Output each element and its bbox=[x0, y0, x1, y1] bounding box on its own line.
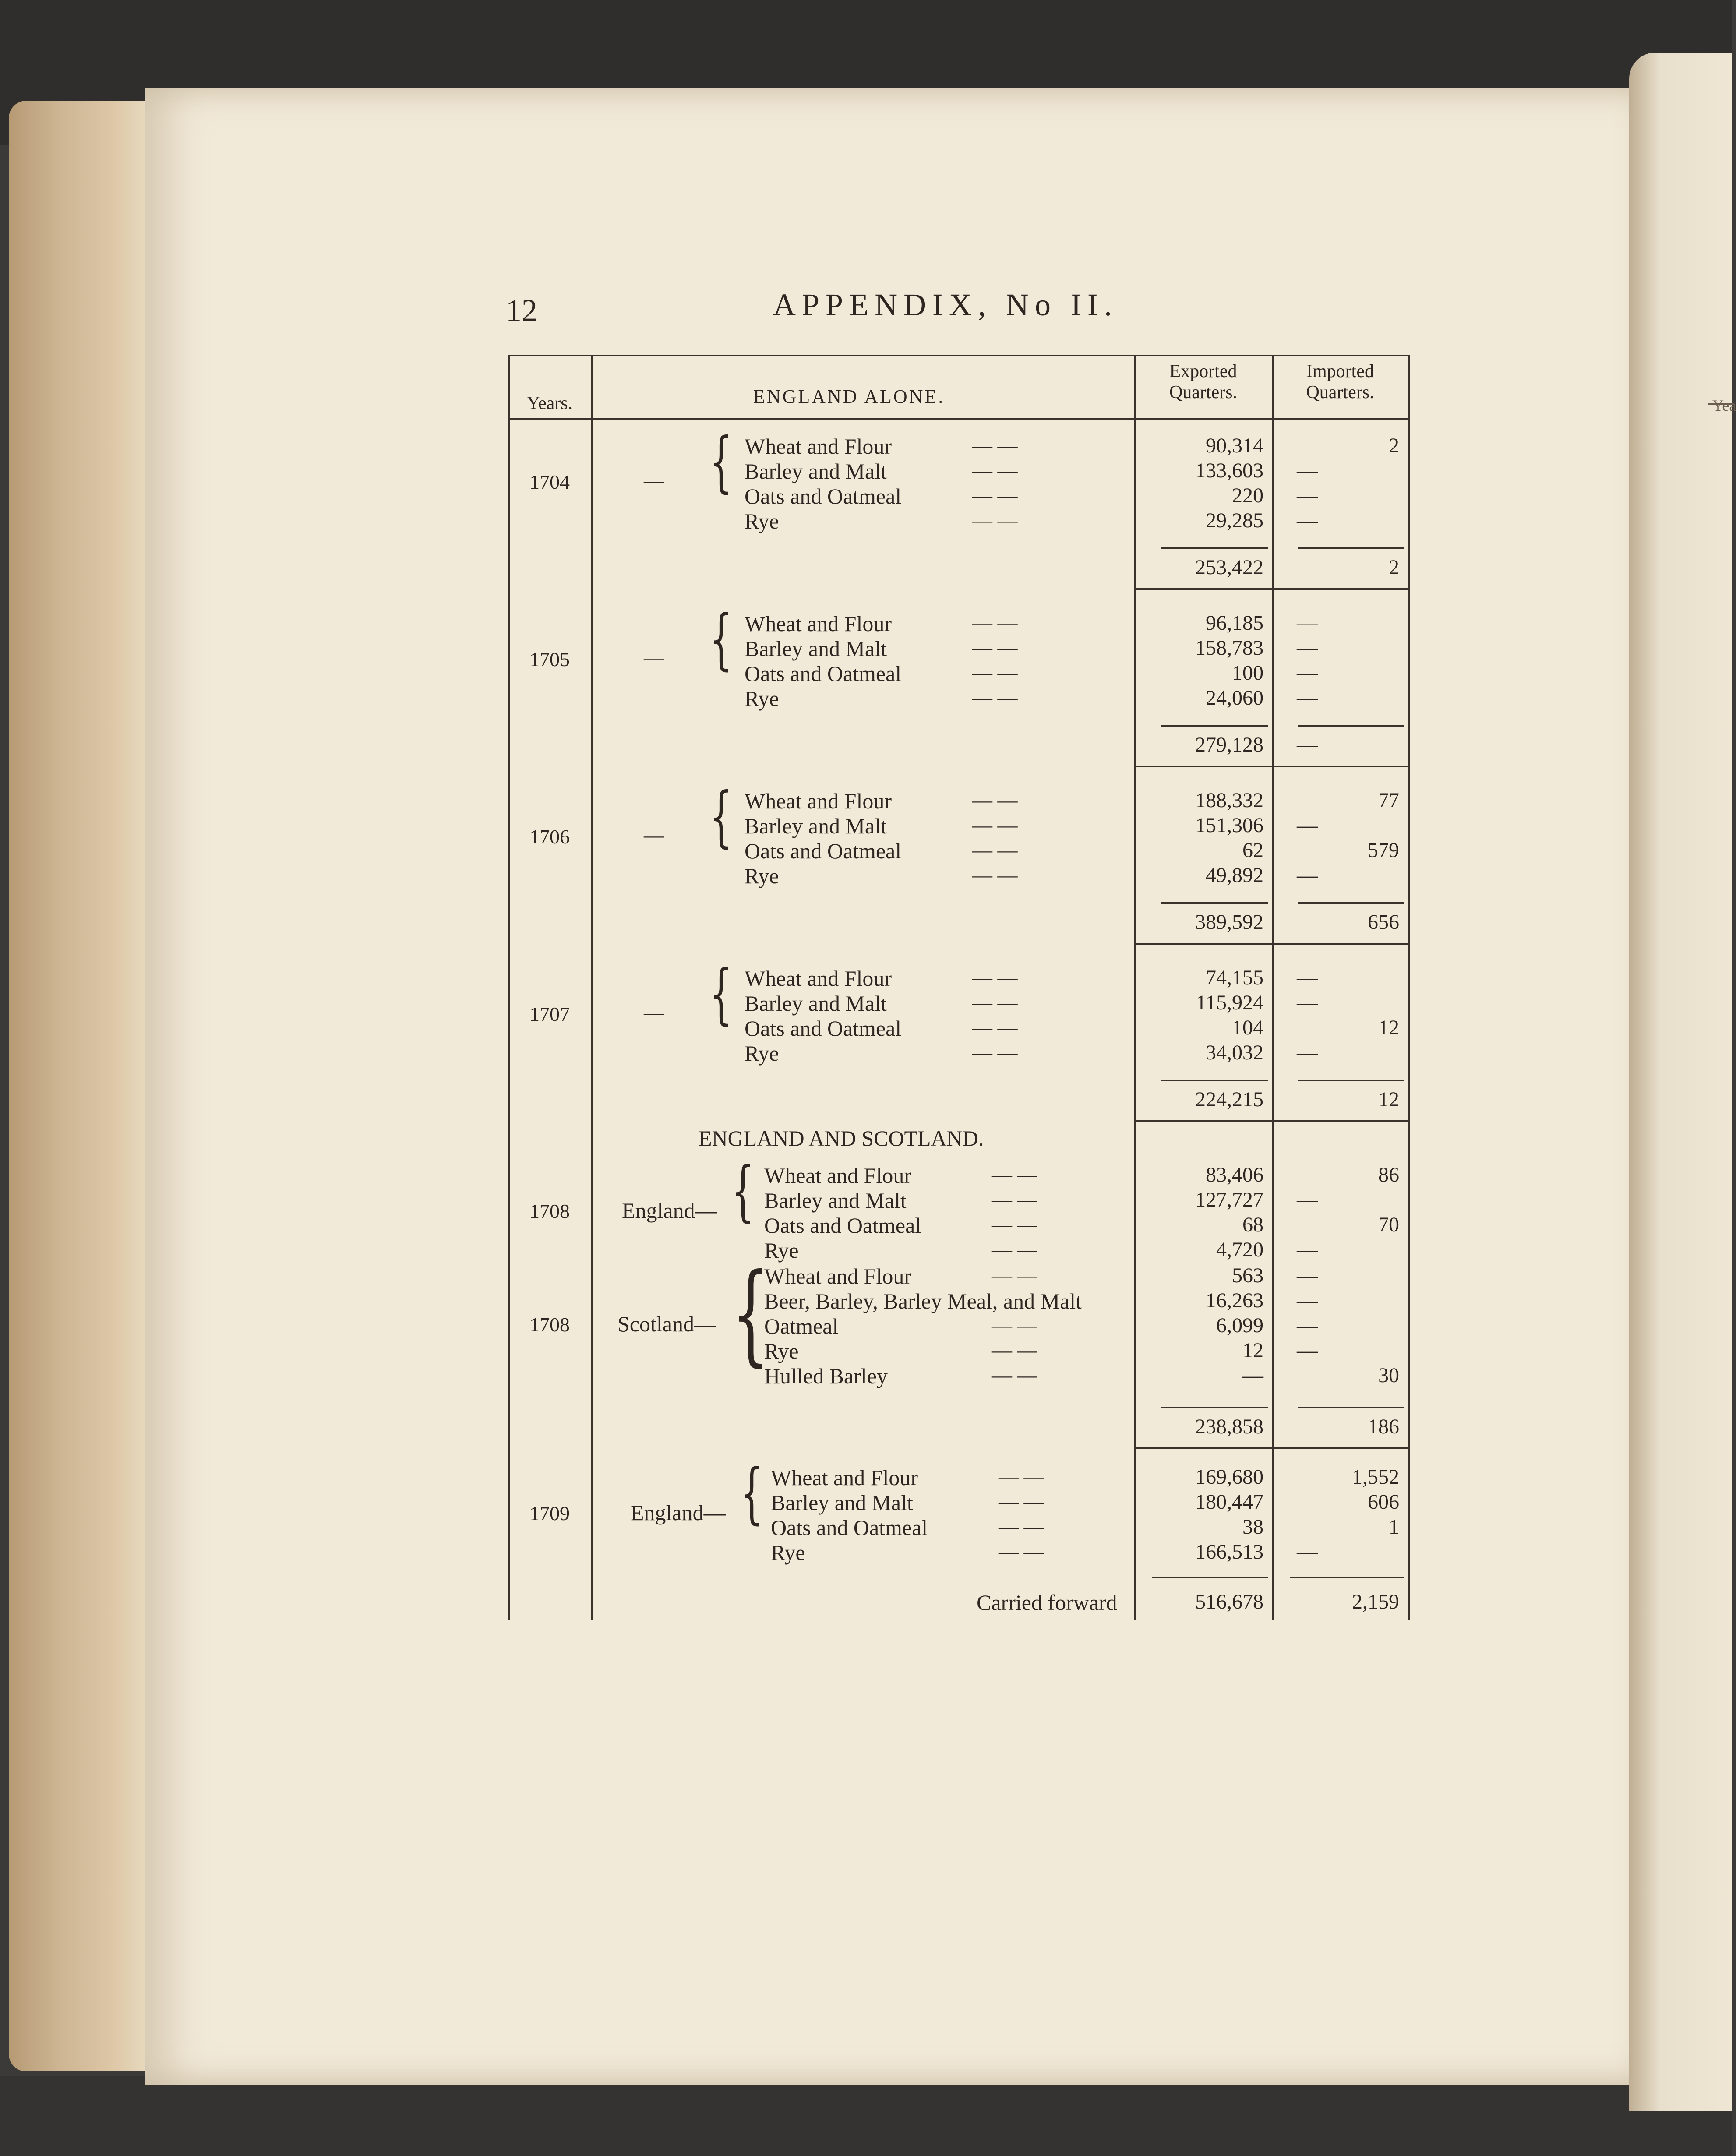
table-right-rule bbox=[1408, 355, 1410, 1620]
england-1708-exported-1: 127,727 bbox=[1195, 1188, 1263, 1211]
block-1705-item-1: Barley and Malt bbox=[745, 636, 887, 661]
england-1708-item-0: Wheat and Flour bbox=[764, 1163, 912, 1188]
block-1704-item-1: Barley and Malt bbox=[745, 459, 887, 483]
block-1704-year: 1704 bbox=[529, 471, 570, 493]
carried-forward-exported: 516,678 bbox=[1195, 1590, 1263, 1613]
block-1705-total-rule-exp bbox=[1161, 725, 1268, 727]
scotland-1708-imported-1: — bbox=[1297, 1289, 1318, 1312]
england-1709-exported-0: 169,680 bbox=[1195, 1465, 1263, 1489]
block-1704-exported-2: 220 bbox=[1232, 484, 1263, 507]
england-1708-item-1: Barley and Malt bbox=[764, 1188, 907, 1213]
block-1705-total-rule-imp bbox=[1298, 725, 1404, 727]
england-1709-exported-2: 38 bbox=[1242, 1515, 1263, 1538]
block-1704-brace: { bbox=[709, 424, 733, 500]
block-1706-dash: — bbox=[644, 824, 664, 846]
block-1706-exported-1: 151,306 bbox=[1195, 814, 1263, 837]
england-1708-year: 1708 bbox=[529, 1200, 570, 1222]
scotland-1708-filler-2: — — bbox=[992, 1314, 1037, 1336]
england-1708-imported-1: — bbox=[1297, 1188, 1318, 1211]
block-1704-exported-0: 90,314 bbox=[1206, 434, 1263, 457]
scotland-1708-total-exported: 238,858 bbox=[1195, 1415, 1263, 1438]
block-1707-exported-1: 115,924 bbox=[1196, 991, 1263, 1014]
block-1707-item-0: Wheat and Flour bbox=[745, 966, 892, 991]
block-1705-imported-3: — bbox=[1297, 686, 1318, 709]
block-1706-total-rule-imp bbox=[1298, 902, 1404, 904]
england-1709-year: 1709 bbox=[529, 1502, 570, 1524]
scotland-1708-exported-3: 12 bbox=[1242, 1339, 1263, 1362]
england-1709-item-2: Oats and Oatmeal bbox=[771, 1515, 928, 1540]
scotland-1708-item-0: Wheat and Flour bbox=[764, 1264, 912, 1288]
block-1704-total-rule-imp bbox=[1298, 547, 1404, 549]
block-1707-total-exported: 224,215 bbox=[1195, 1088, 1263, 1111]
block-1707-imported-2: 12 bbox=[1378, 1016, 1399, 1039]
scotland-1708-item-1: Beer, Barley, Barley Meal, and Malt bbox=[764, 1289, 1082, 1313]
imported-header-line1: Imported bbox=[1306, 361, 1374, 381]
block-1705-year: 1705 bbox=[529, 648, 570, 670]
block-1706-item-3: Rye bbox=[745, 864, 779, 888]
block-1707-total-imported: 12 bbox=[1378, 1088, 1399, 1111]
block-1704-item-2: Oats and Oatmeal bbox=[745, 484, 902, 508]
block-1704-imported-0: 2 bbox=[1389, 434, 1399, 457]
england-1708-brace: { bbox=[731, 1153, 755, 1229]
exported-divider-rule bbox=[1134, 355, 1136, 1620]
block-1706-total-rule-exp bbox=[1161, 902, 1268, 904]
scotland-1708-label: Scotland— bbox=[617, 1311, 716, 1336]
block-1707-imported-0: — bbox=[1297, 966, 1318, 989]
block-1706-filler-3: — — bbox=[972, 864, 1018, 886]
block-1704-filler-1: — — bbox=[972, 459, 1018, 481]
scotland-1708-filler-3: — — bbox=[992, 1339, 1037, 1361]
block-1707-total-rule-exp bbox=[1161, 1080, 1268, 1081]
block-1707-year: 1707 bbox=[529, 1003, 570, 1025]
exported-header-line1: Exported bbox=[1169, 361, 1237, 381]
england-1708-exported-2: 68 bbox=[1242, 1213, 1263, 1236]
block-1706-block-rule bbox=[1134, 943, 1408, 945]
block-1707-exported-3: 34,032 bbox=[1206, 1041, 1263, 1064]
block-1705-exported-0: 96,185 bbox=[1206, 611, 1263, 635]
block-1706-exported-0: 188,332 bbox=[1195, 789, 1263, 812]
block-1704-imported-2: — bbox=[1297, 484, 1318, 507]
block-1705-brace: { bbox=[709, 601, 733, 677]
england-1709-imported-0: 1,552 bbox=[1352, 1465, 1399, 1489]
block-1704-item-0: Wheat and Flour bbox=[745, 434, 892, 459]
scotland-1708-item-4: Hulled Barley bbox=[764, 1364, 888, 1388]
scotland-1708-total-rule-exp bbox=[1161, 1407, 1268, 1408]
block-1705-item-3: Rye bbox=[745, 686, 779, 711]
block-1707-total-rule-imp bbox=[1298, 1080, 1404, 1081]
background-fabric-bottom bbox=[0, 2076, 1732, 2156]
england-1708-filler-1: — — bbox=[992, 1188, 1037, 1210]
block-1706-filler-1: — — bbox=[972, 814, 1018, 836]
england-1708-exported-3: 4,720 bbox=[1216, 1238, 1263, 1261]
block-1705-total-imported: — bbox=[1297, 733, 1318, 756]
scotland-1708-filler-4: — — bbox=[992, 1364, 1037, 1386]
england-1709-imported-2: 1 bbox=[1389, 1515, 1399, 1538]
block-1705-dash: — bbox=[644, 646, 664, 669]
block-1705-exported-1: 158,783 bbox=[1195, 636, 1263, 660]
block-1704-imported-3: — bbox=[1297, 509, 1318, 532]
scotland-1708-block-rule bbox=[1134, 1447, 1408, 1449]
years-divider-rule bbox=[591, 355, 593, 1620]
block-1707-item-1: Barley and Malt bbox=[745, 991, 887, 1016]
england-1709-filler-1: — — bbox=[999, 1490, 1044, 1513]
block-1704-dash: — bbox=[644, 469, 664, 491]
scotland-1708-exported-4: — bbox=[1242, 1364, 1263, 1387]
years-header: Years. bbox=[526, 393, 573, 413]
scotland-1708-exported-0: 563 bbox=[1232, 1264, 1263, 1287]
page-number: 12 bbox=[506, 293, 537, 328]
england-1708-label: England— bbox=[622, 1198, 717, 1223]
england-scotland-header: ENGLAND AND SCOTLAND. bbox=[699, 1126, 984, 1150]
england-1709-item-3: Rye bbox=[771, 1540, 805, 1565]
england-1709-exported-3: 166,513 bbox=[1195, 1540, 1263, 1563]
header-bottom-rule bbox=[508, 418, 1408, 420]
scotland-1708-brace: { bbox=[731, 1250, 770, 1377]
england-1708-filler-3: — — bbox=[992, 1238, 1037, 1260]
england-1709-brace: { bbox=[740, 1455, 763, 1531]
block-1705-exported-3: 24,060 bbox=[1206, 686, 1263, 709]
block-1704-item-3: Rye bbox=[745, 509, 779, 533]
block-1704-total-rule-exp bbox=[1161, 547, 1268, 549]
block-1706-imported-0: 77 bbox=[1378, 789, 1399, 812]
block-1706-item-0: Wheat and Flour bbox=[745, 789, 892, 813]
block-1704-total-exported: 253,422 bbox=[1195, 556, 1263, 579]
block-1705-filler-2: — — bbox=[972, 661, 1018, 684]
next-page-fragment: Yea bbox=[1712, 397, 1736, 414]
scotland-1708-item-2: Oatmeal bbox=[764, 1314, 839, 1338]
england-1708-imported-2: 70 bbox=[1378, 1213, 1399, 1236]
imported-header-line2: Quarters. bbox=[1306, 382, 1374, 402]
england-1708-item-3: Rye bbox=[764, 1238, 799, 1263]
block-1705-item-0: Wheat and Flour bbox=[745, 611, 892, 636]
block-1706-filler-2: — — bbox=[972, 839, 1018, 861]
england-1708-exported-0: 83,406 bbox=[1206, 1163, 1263, 1186]
block-1705-imported-0: — bbox=[1297, 611, 1318, 635]
block-1707-dash: — bbox=[644, 1001, 664, 1023]
block-1704-total-imported: 2 bbox=[1389, 556, 1399, 579]
block-1704-filler-0: — — bbox=[972, 434, 1018, 456]
block-1705-item-2: Oats and Oatmeal bbox=[745, 661, 902, 686]
england-1709-imported-3: — bbox=[1297, 1540, 1318, 1563]
england-alone-header: ENGLAND ALONE. bbox=[753, 386, 945, 407]
scotland-1708-filler-0: — — bbox=[992, 1264, 1037, 1286]
next-page-edge bbox=[1629, 53, 1736, 2111]
scotland-1708-item-3: Rye bbox=[764, 1339, 799, 1363]
block-1706-year: 1706 bbox=[529, 826, 570, 848]
block-1706-total-imported: 656 bbox=[1368, 910, 1399, 934]
block-1705-filler-1: — — bbox=[972, 636, 1018, 659]
scotland-1708-imported-3: — bbox=[1297, 1339, 1318, 1362]
block-1707-imported-3: — bbox=[1297, 1041, 1318, 1064]
table-left-rule bbox=[508, 355, 510, 1620]
england-1709-item-0: Wheat and Flour bbox=[771, 1465, 918, 1490]
block-1707-item-2: Oats and Oatmeal bbox=[745, 1016, 902, 1041]
carried-forward-label: Carried forward bbox=[977, 1590, 1117, 1615]
carried-forward-imported: 2,159 bbox=[1352, 1590, 1399, 1613]
block-1707-exported-2: 104 bbox=[1232, 1016, 1263, 1039]
block-1707-exported-0: 74,155 bbox=[1206, 966, 1263, 989]
scotland-1708-exported-1: 16,263 bbox=[1206, 1289, 1263, 1312]
block-1706-imported-2: 579 bbox=[1368, 839, 1399, 862]
block-1705-filler-0: — — bbox=[972, 611, 1018, 634]
england-1709-filler-2: — — bbox=[999, 1515, 1044, 1538]
block-1707-filler-3: — — bbox=[972, 1041, 1018, 1063]
block-1706-total-exported: 389,592 bbox=[1195, 910, 1263, 934]
scotland-1708-imported-2: — bbox=[1297, 1314, 1318, 1337]
block-1706-exported-2: 62 bbox=[1242, 839, 1263, 862]
block-1707-item-3: Rye bbox=[745, 1041, 779, 1066]
block-1707-block-rule bbox=[1134, 1120, 1408, 1122]
england-1709-label: England— bbox=[631, 1500, 726, 1525]
england-1708-imported-3: — bbox=[1297, 1238, 1318, 1261]
block-1705-block-rule bbox=[1134, 766, 1408, 767]
block-1705-total-exported: 279,128 bbox=[1195, 733, 1263, 756]
running-head: APPENDIX, No II. bbox=[773, 287, 1118, 322]
england-1708-filler-2: — — bbox=[992, 1213, 1037, 1235]
page-edges bbox=[9, 101, 153, 2071]
england-1709-filler-0: — — bbox=[999, 1465, 1044, 1488]
england-1708-filler-0: — — bbox=[992, 1163, 1037, 1186]
england-1709-item-1: Barley and Malt bbox=[771, 1490, 913, 1515]
block-1707-imported-1: — bbox=[1297, 991, 1318, 1014]
block-1704-filler-3: — — bbox=[972, 509, 1018, 531]
block-1707-filler-1: — — bbox=[972, 991, 1018, 1013]
block-1706-brace: { bbox=[709, 779, 733, 855]
scotland-1708-imported-0: — bbox=[1297, 1264, 1318, 1287]
carried-forward-rule-exp bbox=[1152, 1577, 1268, 1578]
england-1708-item-2: Oats and Oatmeal bbox=[764, 1213, 921, 1238]
block-1705-exported-2: 100 bbox=[1232, 661, 1263, 685]
block-1706-imported-1: — bbox=[1297, 814, 1318, 837]
carried-forward-rule-imp bbox=[1290, 1577, 1404, 1578]
block-1705-filler-3: — — bbox=[972, 686, 1018, 709]
imported-divider-rule bbox=[1272, 355, 1274, 1620]
scotland-1708-total-rule-imp bbox=[1298, 1407, 1404, 1408]
block-1707-filler-2: — — bbox=[972, 1016, 1018, 1038]
block-1704-exported-1: 133,603 bbox=[1195, 459, 1263, 482]
england-1708-imported-0: 86 bbox=[1378, 1163, 1399, 1186]
block-1705-imported-2: — bbox=[1297, 661, 1318, 685]
block-1706-filler-0: — — bbox=[972, 789, 1018, 811]
exported-header-line2: Quarters. bbox=[1169, 382, 1238, 402]
block-1704-filler-2: — — bbox=[972, 484, 1018, 506]
block-1706-imported-3: — bbox=[1297, 864, 1318, 887]
scotland-1708-exported-2: 6,099 bbox=[1216, 1314, 1263, 1337]
block-1705-imported-1: — bbox=[1297, 636, 1318, 660]
scotland-1708-imported-4: 30 bbox=[1378, 1364, 1399, 1387]
block-1704-imported-1: — bbox=[1297, 459, 1318, 482]
block-1706-item-1: Barley and Malt bbox=[745, 814, 887, 838]
england-1709-filler-3: — — bbox=[999, 1540, 1044, 1563]
scotland-1708-total-imported: 186 bbox=[1368, 1415, 1399, 1438]
scotland-1708-year: 1708 bbox=[529, 1313, 570, 1336]
block-1707-filler-0: — — bbox=[972, 966, 1018, 988]
block-1706-exported-3: 49,892 bbox=[1206, 864, 1263, 887]
block-1704-exported-3: 29,285 bbox=[1206, 509, 1263, 532]
block-1704-block-rule bbox=[1134, 588, 1408, 590]
england-1709-imported-1: 606 bbox=[1368, 1490, 1399, 1514]
england-1709-exported-1: 180,447 bbox=[1195, 1490, 1263, 1514]
block-1706-item-2: Oats and Oatmeal bbox=[745, 839, 902, 863]
block-1707-brace: { bbox=[709, 956, 733, 1032]
